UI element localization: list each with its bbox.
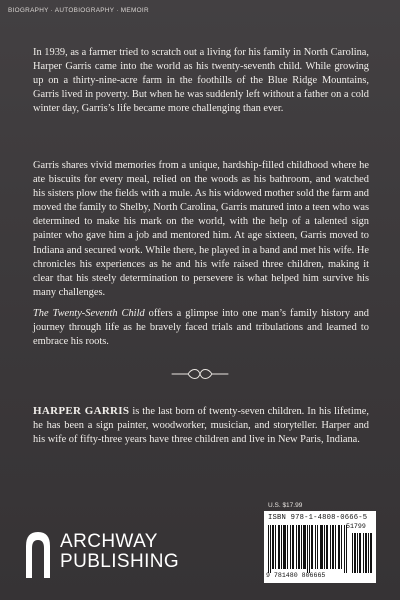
barcode-addon-digits: 51799	[346, 523, 366, 530]
isbn-barcode	[264, 511, 376, 583]
publisher-name	[60, 532, 179, 572]
description-paragraph-3	[33, 307, 369, 349]
book-title: The Twenty-Seventh Child	[33, 308, 145, 319]
genre-label: BIOGRAPHY · AUTOBIOGRAPHY · MEMOIR	[8, 7, 149, 14]
price-label: U.S. $17.99	[268, 502, 303, 509]
publisher-logo	[24, 528, 194, 580]
author-bio	[33, 404, 369, 447]
publisher-name-line1: ARCHWAY	[60, 531, 158, 552]
author-bio-text: is the last born of twenty-seven children. In his lifetime, he has been a sign painter, woodworker, musician, and storyteller. Harper and his wife of fifty-three years have three children and live in New Paris, Indiana.	[33, 406, 369, 446]
isbn-text: ISBN 978-1-4808-0666-5	[268, 514, 368, 522]
archway-arch-icon	[24, 528, 52, 580]
ornament-divider	[170, 366, 230, 382]
description-paragraph-2: Garris shares vivid memories from a unique, hardship-filled childhood where he ate biscuits for every meal, relied on the woods as his bathroom, and watched his sisters plow the fields with a mule. As his widowed mother sold the farm and moved the family to Shelby, North Carolina, Garris matured into a teen who was determined to make his mark on the world, with the help of a talented sign painter who gave him a job and mentored him. At age sixteen, Garris moved to Indiana and secured work. While there, he played in a band and met his wife. He chronicles his experiences as he and his wife raised three children, making it clear that his steely determination to persevere is what helped him survive his many challenges.	[33, 160, 369, 298]
barcode-digits: 9 781480 806665	[266, 572, 326, 579]
barcode-icon	[268, 525, 372, 573]
publisher-name-line2: PUBLISHING	[60, 551, 180, 572]
author-name: HARPER GARRIS	[33, 405, 130, 417]
description-paragraph-1: In 1939, as a farmer tried to scratch out a living for his family in North Carolina, Harper Garris came into the world as his twenty-seventh child. While growing up on a thirty-nine-acre farm in the foothills of the Blue Ridge Mountains, Garris lived in poverty. But when he was suddenly left without a father on a cold winter day, Garris’s life became more challenging than ever.	[33, 47, 369, 115]
description-paragraph-3-text: offers a glimpse into one man’s family history and journey through life as he bravely faced trials and tribulations and learned to embrace his roots.	[33, 308, 369, 348]
